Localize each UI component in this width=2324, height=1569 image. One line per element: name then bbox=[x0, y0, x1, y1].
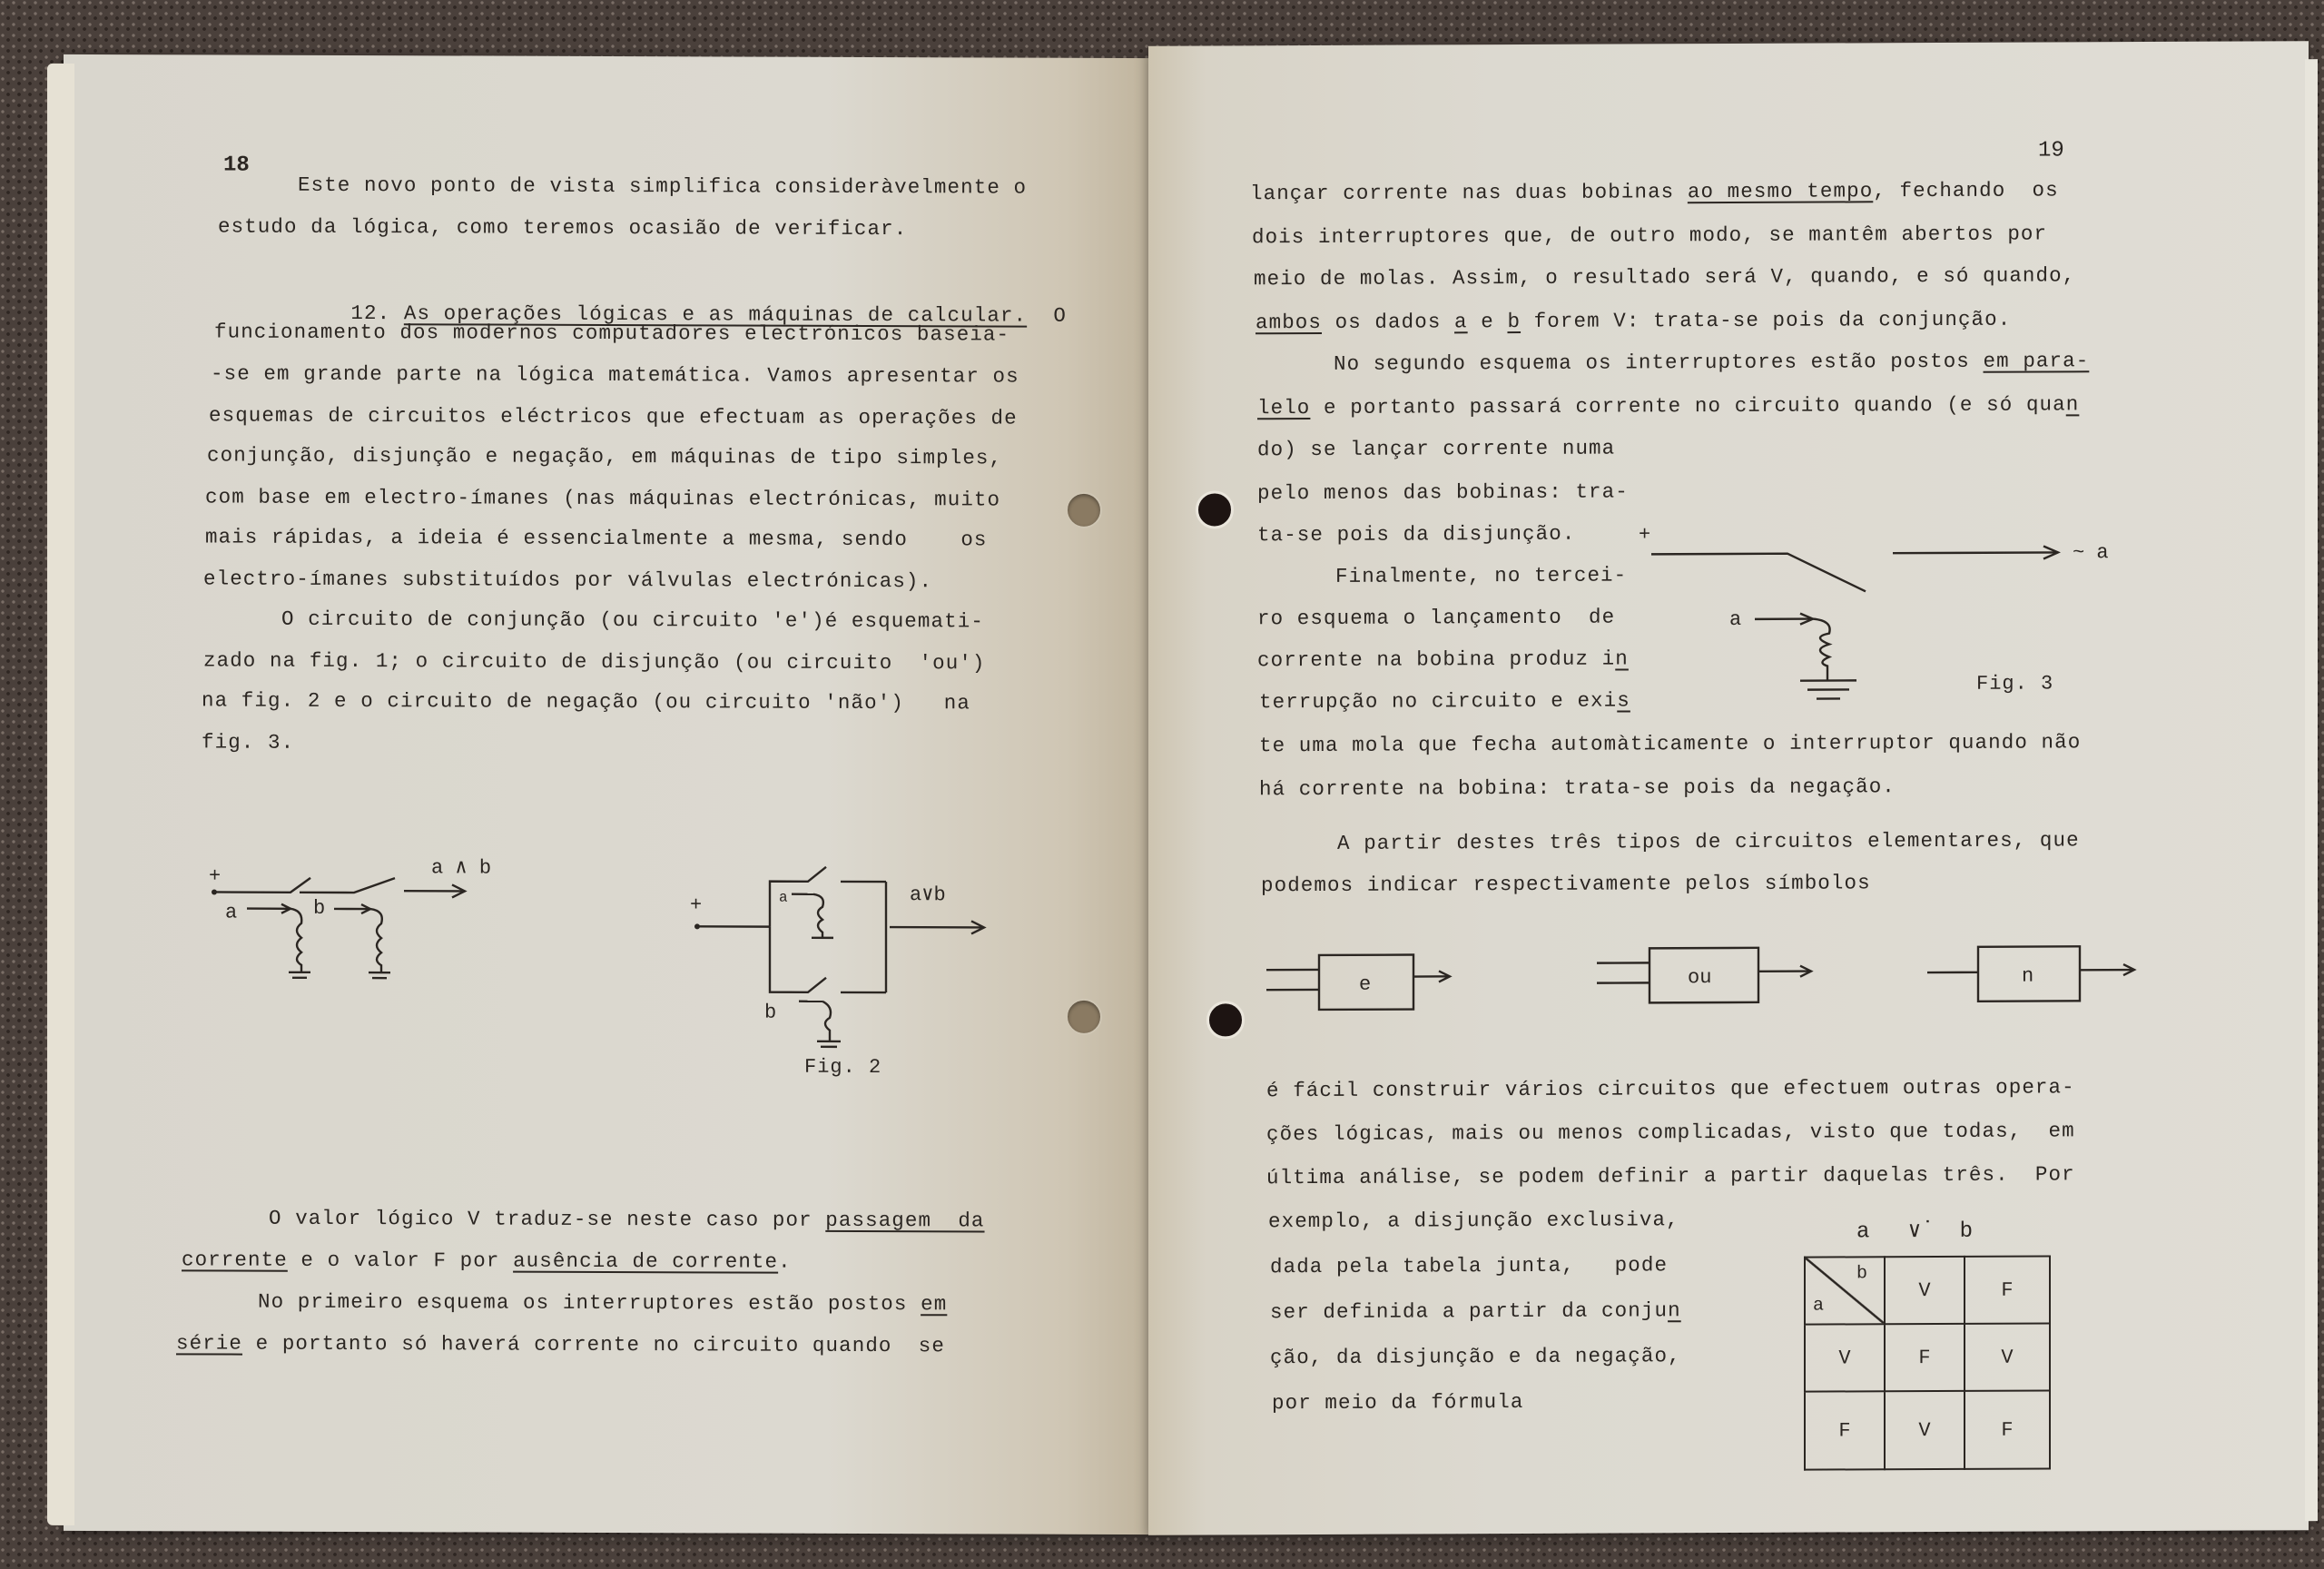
gate-symbol-not bbox=[1927, 942, 2136, 1016]
text-line: Este novo ponto de vista simplifica consideràvelmente o bbox=[298, 173, 1028, 200]
section-number: 12. bbox=[350, 301, 391, 325]
text-line: -se em grande parte na lógica matemática. Vamos apresentar os bbox=[211, 361, 1019, 389]
text-line: ser definida a partir da conjun bbox=[1270, 1298, 1681, 1325]
text-line: fig. 3. bbox=[202, 730, 295, 755]
punch-hole bbox=[1196, 490, 1234, 528]
table-cell: V bbox=[1965, 1323, 2050, 1390]
col-header: F bbox=[1965, 1256, 2050, 1323]
underlined-term: série bbox=[176, 1331, 243, 1356]
xor-truth-table bbox=[1804, 1255, 2051, 1470]
table-cell: F bbox=[1965, 1390, 2050, 1468]
text-line: última análise, se podem definir a partir daquelas três. Por bbox=[1266, 1162, 2075, 1190]
text-line: dois interruptores que, de outro modo, se mantêm abertos por bbox=[1252, 222, 2048, 250]
plus-label: + bbox=[690, 893, 703, 917]
gate-label: e bbox=[1359, 972, 1372, 996]
output-label: ~ a bbox=[2073, 541, 2109, 565]
truth-table-title: a ∨̇ b bbox=[1856, 1219, 1986, 1245]
row-header: F bbox=[1805, 1391, 1885, 1469]
text-line: exemplo, a disjunção exclusiva, bbox=[1268, 1208, 1679, 1234]
right-page bbox=[1148, 41, 2309, 1535]
table-cell: V bbox=[1885, 1391, 1965, 1469]
text-line: corrente na bobina produz in bbox=[1257, 646, 1629, 673]
gate-symbol-and bbox=[1266, 949, 1448, 1022]
underlined-term: em bbox=[921, 1292, 948, 1317]
text-line: terrupção no circuito e exis bbox=[1259, 688, 1630, 715]
fig1-conjunction-circuit bbox=[209, 844, 536, 991]
text-line: na fig. 2 e o circuito de negação (ou circuito 'não') na bbox=[202, 688, 970, 715]
text-line bbox=[281, 609, 984, 632]
underlined-term: em para- bbox=[1983, 349, 2090, 373]
text-line: pelo menos das bobinas: tra- bbox=[1257, 479, 1629, 506]
input-b-label: b bbox=[313, 896, 326, 920]
underlined-term: corrente bbox=[182, 1248, 288, 1272]
gate-symbol-or bbox=[1597, 944, 1815, 1018]
text-line: com base em electro-ímanes (nas máquinas electrónicas, muito bbox=[205, 485, 1001, 512]
plus-label: + bbox=[1639, 523, 1651, 547]
section-title: As operações lógicas e as máquinas de calcular. bbox=[403, 301, 1028, 328]
fig3-negation-circuit bbox=[1639, 525, 2147, 708]
table-cell: F bbox=[1885, 1324, 1965, 1391]
input-a-label: a bbox=[225, 901, 238, 924]
text-line: podemos indicar respectivamente pelos símbolos bbox=[1261, 871, 1871, 898]
text-line: funcionamento dos modernos computadores electrónicos baseia- bbox=[214, 320, 1010, 347]
table-corner-cell bbox=[1805, 1257, 1885, 1324]
text-line: mais rápidas, a ideia é essencialmente a mesma, sendo os bbox=[205, 525, 988, 552]
output-label: a∨b bbox=[910, 883, 946, 907]
fig2-caption: Fig. 2 bbox=[804, 1055, 882, 1080]
text-line: zado na fig. 1; o circuito de disjunção (ou circuito 'ou') bbox=[203, 648, 986, 676]
text-line: A partir destes três tipos de circuitos elementares, que bbox=[1337, 828, 2080, 855]
text-line: lelo e portanto passará corrente no circuito quando (e só quan bbox=[1257, 392, 2080, 420]
text-line: do) se lançar corrente numa bbox=[1257, 436, 1616, 462]
page-number: 18 bbox=[223, 153, 250, 178]
row-variable-label: a bbox=[1813, 1295, 1825, 1317]
input-label: a bbox=[1729, 607, 1742, 631]
table-row bbox=[1805, 1390, 2050, 1469]
underlined-term: ao mesmo tempo bbox=[1687, 179, 1874, 204]
text-line: O valor lógico V traduz-se neste caso por passagem da bbox=[269, 1206, 985, 1233]
text-line: ambos os dados a e b forem V: trata-se pois da conjunção. bbox=[1256, 307, 2012, 335]
output-label: a ∧ b bbox=[431, 856, 492, 880]
input-b-label: b bbox=[764, 1001, 777, 1024]
text-line: conjunção, disjunção e negação, em máquinas de tipo simples, bbox=[207, 443, 1003, 470]
text-fragment: O bbox=[1053, 303, 1067, 328]
col-variable-label: b bbox=[1856, 1263, 1867, 1285]
page-number: 19 bbox=[2038, 138, 2064, 163]
left-page bbox=[64, 54, 1153, 1534]
col-header: V bbox=[1885, 1257, 1965, 1324]
underlined-term: n bbox=[2065, 392, 2080, 417]
text-line: meio de molas. Assim, o resultado será V, quando, e só quando, bbox=[1254, 263, 2076, 291]
underlined-term: lelo bbox=[1257, 396, 1311, 420]
punch-hole bbox=[1066, 492, 1102, 528]
underlined-term: ambos bbox=[1256, 310, 1323, 335]
text-line: ções lógicas, mais ou menos complicadas, visto que todas, em bbox=[1266, 1119, 2075, 1147]
row-header: V bbox=[1805, 1324, 1885, 1391]
text-line: esquemas de circuitos eléctricos que efectuam as operações de bbox=[209, 403, 1018, 430]
punch-hole bbox=[1206, 1001, 1245, 1039]
punch-hole bbox=[1066, 999, 1102, 1035]
plus-label: + bbox=[209, 864, 222, 888]
underlined-term: n bbox=[1615, 646, 1629, 671]
fig2-disjunction-circuit bbox=[690, 855, 1017, 1038]
text-fragment: O circuito de conjunção (ou circuito 'e')é esquemati- bbox=[281, 607, 984, 634]
underlined-term: ausência de corrente bbox=[513, 1248, 779, 1274]
gate-label: n bbox=[2022, 964, 2034, 988]
input-a-label: a bbox=[779, 889, 788, 906]
text-line: ta-se pois da disjunção. bbox=[1257, 521, 1576, 548]
text-line: electro-ímanes substituídos por válvulas electrónicas). bbox=[203, 567, 933, 594]
text-line: dada pela tabela junta, pode bbox=[1270, 1253, 1669, 1279]
underlined-term: n bbox=[1668, 1298, 1681, 1323]
text-line: Finalmente, no tercei- bbox=[1335, 563, 1628, 588]
gate-label: ou bbox=[1688, 966, 1712, 990]
table-row bbox=[1805, 1323, 2050, 1391]
text-line: por meio da fórmula bbox=[1272, 1389, 1524, 1416]
text-line: estudo da lógica, como teremos ocasião de verificar. bbox=[218, 214, 908, 242]
underlined-term: passagem da bbox=[825, 1208, 985, 1233]
text-line: há corrente na bobina: trata-se pois da negação. bbox=[1259, 775, 1896, 802]
text-line: ção, da disjunção e da negação, bbox=[1270, 1344, 1681, 1370]
text-line: No primeiro esquema os interruptores estão postos em bbox=[258, 1289, 948, 1317]
text-line: corrente e o valor F por ausência de corrente. bbox=[182, 1248, 792, 1274]
text-line: lançar corrente nas duas bobinas ao mesmo tempo, fechando os bbox=[1250, 178, 2059, 206]
text-line: No segundo esquema os interruptores estão postos em para- bbox=[1334, 349, 2090, 376]
text-line: te uma mola que fecha automàticamente o interruptor quando não bbox=[1259, 730, 2082, 758]
text-line: série e portanto só haverá corrente no circuito quando se bbox=[176, 1331, 945, 1358]
underlined-term: s bbox=[1617, 688, 1630, 713]
underlined-term: b bbox=[1507, 309, 1521, 334]
text-line: ro esquema o lançamento de bbox=[1257, 605, 1616, 631]
underlined-term: a bbox=[1454, 310, 1468, 334]
text-line: é fácil construir vários circuitos que efectuem outras opera- bbox=[1266, 1075, 2075, 1103]
fig3-caption: Fig. 3 bbox=[1976, 672, 2054, 696]
table-header-row bbox=[1805, 1256, 2050, 1324]
